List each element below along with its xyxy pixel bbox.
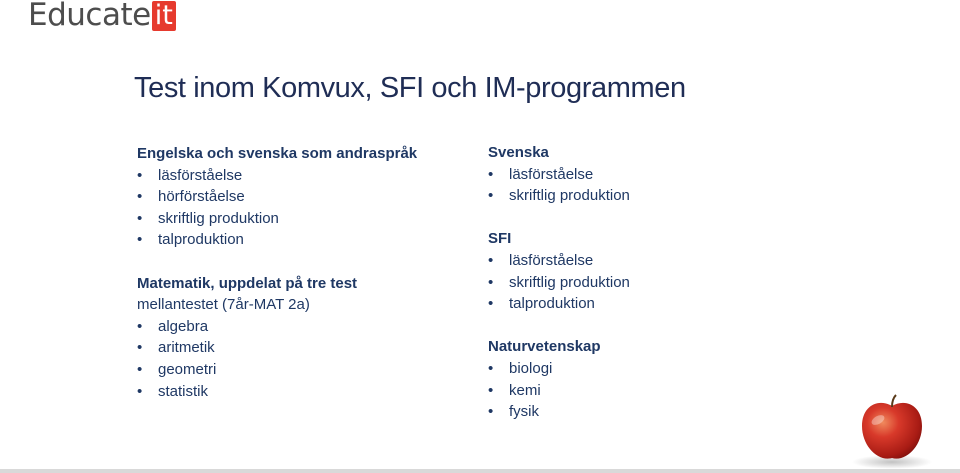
list-item: • hörförståelse (137, 186, 457, 208)
bullet-icon: • (137, 360, 143, 378)
bullet-icon: • (488, 187, 494, 205)
bullet-icon: • (488, 165, 494, 183)
section-heading-english-swedish: Engelska och svenska som andraspråk (137, 145, 418, 162)
bullet-icon: • (137, 382, 143, 400)
list-item: • aritmetik (137, 337, 457, 359)
list-item: • läsförståelse (137, 165, 457, 187)
slide-title: Test inom Komvux, SFI och IM-programmen (134, 72, 686, 104)
list-item: • algebra (137, 316, 457, 338)
bullet-icon: • (488, 295, 494, 313)
section-heading-sfi: SFI (488, 230, 512, 248)
list-item: • läsförståelse (488, 250, 818, 272)
bullet-icon: • (488, 403, 494, 421)
bullet-icon: • (137, 339, 143, 357)
list-item: • skriftlig produktion (488, 185, 818, 207)
bullet-icon: • (137, 317, 143, 335)
bullet-icon: • (488, 251, 494, 269)
list-item: • talproduktion (137, 229, 457, 251)
left-column (137, 143, 457, 402)
bullet-icon: • (137, 231, 143, 249)
list-item: • fysik (488, 401, 818, 423)
section-heading-science: Naturvetenskap (488, 338, 601, 356)
list-item: • biologi (488, 358, 818, 380)
educateit-logo (28, 0, 176, 34)
list-item: • skriftlig produktion (488, 272, 818, 294)
right-column (488, 142, 818, 423)
bullet-icon: • (137, 209, 143, 227)
bullet-icon: • (137, 166, 143, 184)
bullet-icon: • (488, 381, 494, 399)
logo-text: Educate (28, 0, 151, 33)
bullet-icon: • (137, 188, 143, 206)
list-item: • skriftlig produktion (137, 208, 457, 230)
list-item: • statistik (137, 381, 457, 403)
section-heading-math: Matematik, uppdelat på tre test (137, 274, 358, 292)
bullet-icon: • (488, 359, 494, 377)
bottom-divider (0, 469, 960, 473)
list-item: • läsförståelse (488, 164, 818, 186)
apple-icon (848, 392, 936, 470)
logo-badge: it (152, 1, 176, 31)
bullet-icon: • (488, 273, 494, 291)
list-item: • kemi (488, 380, 818, 402)
list-item: • geometri (137, 359, 457, 381)
section-heading-swedish: Svenska (488, 144, 549, 161)
list-item: • talproduktion (488, 293, 818, 315)
section-subheading: mellantestet (7år-MAT 2a) (137, 296, 310, 314)
